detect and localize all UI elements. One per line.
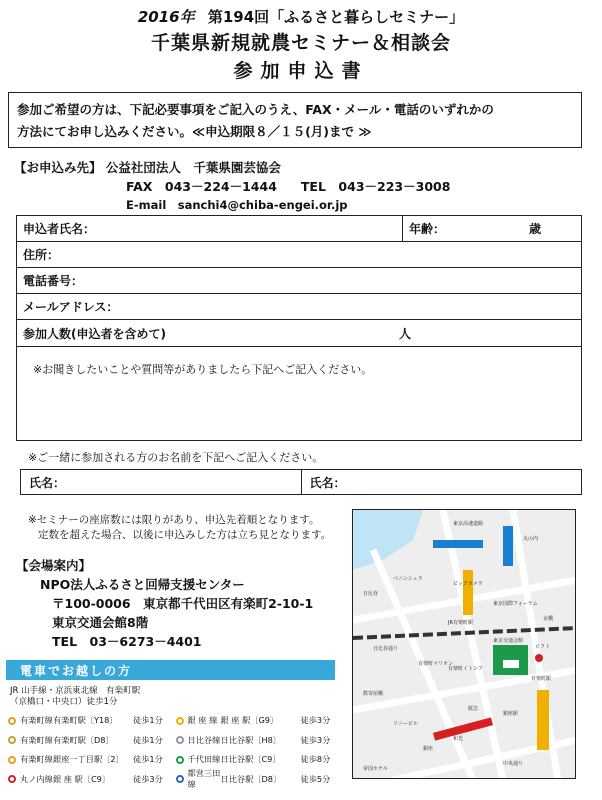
map-label-mullion: 有楽町マリオン <box>418 661 453 667</box>
organizer-name: 公益社団法人 千葉県園芸協会 <box>105 160 281 175</box>
page-title: 千葉県新規就農セミナー＆相談会 <box>150 32 451 54</box>
jr-line-2: （京橋口・中央口）徒歩1分 <box>10 697 118 707</box>
access-row <box>4 711 339 731</box>
seat-note-line-1: ※セミナーの座席数には限りがあり、申込先着順となります。 <box>28 514 320 526</box>
email-label: メールアドレス： <box>23 300 119 314</box>
map-label-wako: 和光 <box>453 736 464 742</box>
map-label-ginza-sta: 銀座駅 <box>503 711 519 717</box>
map-graphic <box>353 510 576 779</box>
venue-building: 東京交通会館8階 <box>52 615 149 630</box>
seat-note-line-2: 定数を超えた場合、以後に申込みした方は立ち見となります。 <box>38 529 332 541</box>
map-label-hibiya: 日比谷 <box>363 591 379 597</box>
organizer-email[interactable]: E-mail sanchi4@chiba-engei.or.jp <box>126 198 348 212</box>
map-route-ginza-line <box>537 690 549 750</box>
venue-map <box>352 509 576 779</box>
age-field[interactable] <box>403 220 581 237</box>
address-field[interactable] <box>17 242 581 268</box>
map-label-marunouchi: 丸の内 <box>523 536 539 542</box>
map-label-forum: 東京国際フォーラム <box>493 601 538 607</box>
access-line: 都営三田線 <box>187 768 221 790</box>
access-walk: 徒歩1分 <box>133 734 163 745</box>
map-label-kyobashi: 京橋 <box>543 616 554 622</box>
seminar-header <box>0 6 602 27</box>
access-station: 有楽町駅〔D8〕 <box>53 734 114 745</box>
access-walk: 徒歩8分 <box>300 754 331 765</box>
address-label: 住所： <box>23 248 60 262</box>
access-entry <box>172 735 340 746</box>
participant-count-label: 参加人数(申込者を含めて) <box>23 326 166 341</box>
map-label-yurakucho-st: JR有楽町駅 <box>448 620 473 626</box>
organizer-fax: FAX 043－224－1444 <box>126 179 277 194</box>
questions-textarea[interactable] <box>17 346 581 440</box>
companion-name-field-2[interactable] <box>302 470 582 494</box>
organizer-tel: TEL 043－223－3008 <box>300 179 451 194</box>
map-label-sukiyabashi: 数寄屋橋 <box>363 691 384 697</box>
map-route-hibiya <box>503 526 513 566</box>
questions-note: ※お聞きしたいことや質問等がありましたら下記へご記入ください。 <box>33 363 373 376</box>
map-label-kotsu: 東京交通会館 <box>493 638 524 644</box>
instruction-line-2: 方法にてお申し込みください。≪申込期限８／１５(月)まで ≫ <box>17 124 372 139</box>
map-label-imperial: 帝国ホテル <box>363 766 388 772</box>
map-route-ginza <box>433 540 483 548</box>
access-entry <box>4 774 172 785</box>
companion-names-row <box>20 469 582 495</box>
companion-name-field-1[interactable] <box>21 470 302 494</box>
age-unit: 歳 <box>528 222 541 236</box>
train-access-header: 電車でお越しの方 <box>6 660 335 680</box>
access-entry <box>4 715 172 726</box>
seat-note <box>28 513 331 543</box>
venue-org: NPO法人ふるさと回帰支援センター <box>40 577 245 592</box>
access-station: 銀 座 駅〔C9〕 <box>53 773 111 784</box>
access-entry <box>172 754 340 765</box>
access-row <box>4 750 339 770</box>
applicant-name-label: 申込者氏名： <box>23 222 96 236</box>
map-label-yurakucho-sta-d: 有楽町駅 <box>531 676 552 682</box>
companion-note: ※ご一緒に参加される方のお名前を下記へご記入ください。 <box>28 451 324 464</box>
access-row <box>4 770 339 790</box>
access-entry <box>4 754 172 765</box>
access-walk: 徒歩3分 <box>300 734 331 745</box>
access-line: 有楽町線 <box>20 715 53 726</box>
access-entry <box>172 768 340 790</box>
venue-details <box>40 575 313 651</box>
jr-access <box>10 686 140 708</box>
map-label-promenade: 東京高速道路 <box>453 521 484 527</box>
instruction-box <box>8 92 582 148</box>
access-station: 有楽町駅〔Y18〕 <box>53 715 118 726</box>
line-color-icon <box>176 756 184 764</box>
organizer-label: 【お申込み先】 <box>14 160 102 175</box>
venue-address: 〒100-0006 東京都千代田区有楽町2-10-1 <box>52 596 314 611</box>
year-text: 2016年 <box>137 8 195 26</box>
application-form <box>16 215 582 441</box>
access-line: 有楽町線 <box>20 734 53 745</box>
access-station: 日比谷駅〔D8〕 <box>220 773 282 784</box>
access-line: 丸ノ内線 <box>20 773 53 784</box>
map-route-yurakucho <box>463 570 473 615</box>
map-label-hibiya-dori: 日比谷通り <box>373 646 399 652</box>
access-station: 日比谷駅〔H8〕 <box>220 734 281 745</box>
email-field[interactable] <box>17 294 581 320</box>
map-label-chuo-dori: 中央通り <box>503 761 524 767</box>
map-label-ginza: 銀座 <box>423 746 434 752</box>
organizer-contact <box>14 158 450 215</box>
age-label: 年齢： <box>409 222 446 236</box>
venue-label: 【会場案内】 <box>16 558 92 573</box>
access-line: 銀 座 線 <box>187 715 218 726</box>
access-walk: 徒歩3分 <box>133 773 163 784</box>
access-walk: 徒歩1分 <box>133 754 163 765</box>
access-walk: 徒歩1分 <box>133 715 163 726</box>
access-station: 銀 座 駅〔G9〕 <box>220 715 279 726</box>
venue-tel: TEL 03－6273－4401 <box>52 634 202 649</box>
form-title: 参加申込書 <box>233 60 369 82</box>
map-label-peninsula: ペニンシュラ <box>393 576 423 582</box>
participant-count-unit: 人 <box>399 326 412 341</box>
venue-label-box <box>503 660 519 668</box>
access-line: 千代田線 <box>187 754 221 765</box>
line-color-icon <box>176 736 184 744</box>
subway-access-table <box>4 711 339 789</box>
map-label-itocia: 有楽町イトシア <box>448 666 484 672</box>
access-entry <box>4 735 172 746</box>
map-label-sony: ソニービル <box>393 721 418 727</box>
access-walk: 徒歩3分 <box>300 715 331 726</box>
phone-field[interactable] <box>17 268 581 294</box>
line-color-icon <box>176 717 184 725</box>
line-color-icon <box>8 756 16 764</box>
access-walk: 徒歩5分 <box>300 773 331 784</box>
phone-label: 電話番号： <box>23 274 84 288</box>
access-row <box>4 731 339 751</box>
instruction-line-1: 参加ご希望の方は、下記必要事項をご記入のうえ、FAX・メール・電話のいずれかの <box>17 102 494 117</box>
jr-line-1: JR 山手線・京浜東北線 有楽町駅 <box>10 686 141 696</box>
companion-name-label-1: 氏名： <box>29 475 66 490</box>
line-color-icon <box>8 717 16 725</box>
line-color-icon <box>8 736 16 744</box>
line-color-icon <box>176 775 184 783</box>
venue-location-pin <box>535 654 543 662</box>
map-label-hankyu: 阪急 <box>468 706 479 712</box>
access-line: 有楽町線 <box>20 754 53 765</box>
seminar-line: 第194回「ふるさと暮らしセミナー」 <box>207 8 465 26</box>
access-line: 日比谷線 <box>187 734 221 745</box>
access-entry <box>172 715 340 726</box>
applicant-name-field[interactable] <box>17 216 403 241</box>
companion-name-label-2: 氏名： <box>309 475 346 490</box>
name-age-row <box>17 216 581 242</box>
access-station: 日比谷駅〔C9〕 <box>220 754 281 765</box>
participant-count-field[interactable] <box>17 320 581 346</box>
map-label-loft: ロフト <box>535 644 551 650</box>
map-label-biccamera: ビックカメラ <box>453 581 483 587</box>
access-station: 銀座一丁目駅〔2〕 <box>53 754 124 765</box>
line-color-icon <box>8 775 16 783</box>
